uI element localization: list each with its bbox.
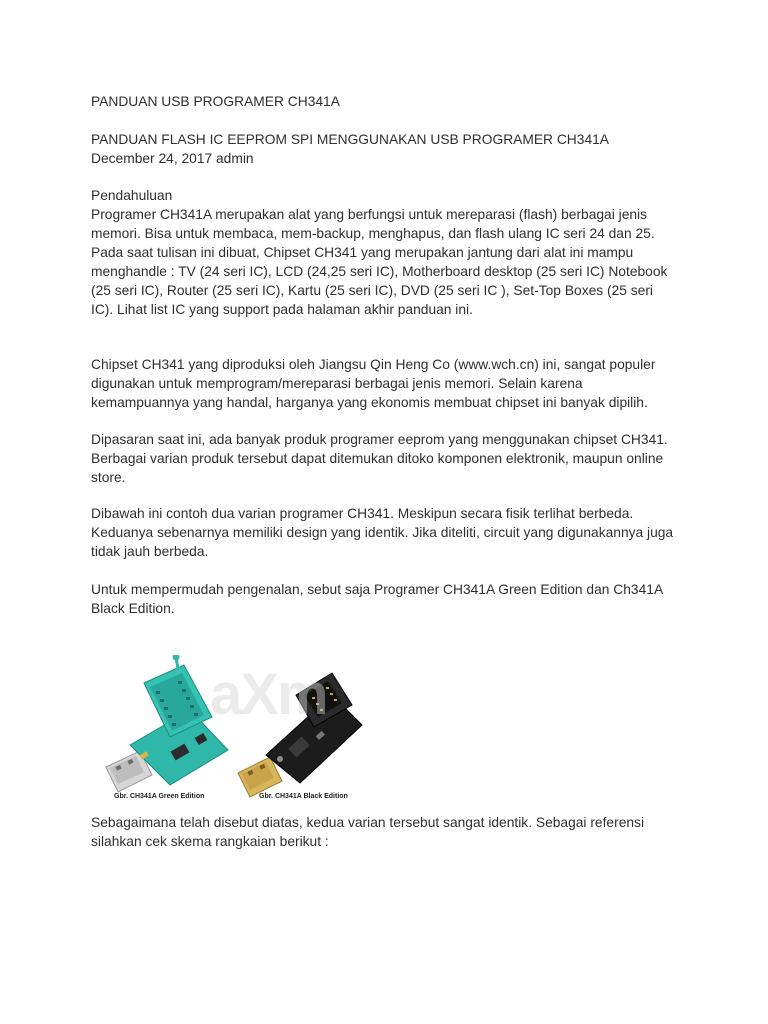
image-watermark: aXm xyxy=(210,662,327,727)
paragraph-line: Dibawah ini contoh dua varian programer CH341. Meskipun secara fisik terlihat berbeda. xyxy=(91,506,634,521)
paragraph-line: Sebagaimana telah disebut diatas, kedua varian tersebut sangat identik. Sebagai referensi xyxy=(91,815,645,830)
paragraph-line: Dipasaran saat ini, ada banyak produk programer eeprom yang menggunakan chipset CH341. xyxy=(91,432,668,447)
document-title: PANDUAN USB PROGRAMER CH341A xyxy=(91,94,340,109)
paragraph-line: silahkan cek skema rangkaian berikut : xyxy=(91,834,329,849)
paragraph-line: IC). Lihat list IC yang support pada halaman akhir panduan ini. xyxy=(91,302,473,317)
paragraph-line: Pada saat tulisan ini dibuat, Chipset CH341 yang merupakan jantung dari alat ini mampu xyxy=(91,245,634,260)
paragraph-line: store. xyxy=(91,470,126,485)
paragraph-line: Black Edition. xyxy=(91,601,175,616)
paragraph-line: Chipset CH341 yang diproduksi oleh Jiangsu Qin Heng Co (www.wch.cn) ini, sangat populer xyxy=(91,357,656,372)
paragraph-line: Berbagai varian produk tersebut dapat ditemukan ditoko komponen elektronik, maupun online xyxy=(91,451,664,466)
paragraph-line: Programer CH341A merupakan alat yang berfungsi untuk mereparasi (flash) berbagai jenis xyxy=(91,207,648,222)
article-title: PANDUAN FLASH IC EEPROM SPI MENGGUNAKAN USB PROGRAMER CH341A xyxy=(91,132,609,147)
paragraph-line: Untuk mempermudah pengenalan, sebut saja Programer CH341A Green Edition dan Ch341A xyxy=(91,582,664,597)
paragraph-line: memori. Bisa untuk membaca, mem-backup, menghapus, dan flash ulang IC seri 24 dan 25. xyxy=(91,226,655,241)
paragraph-line: Keduanya sebenarnya memiliki design yang identik. Jika diteliti, circuit yang digunakannya juga xyxy=(91,525,674,540)
paragraph-line: digunakan untuk memprogram/mereparasi berbagai jenis memori. Selain karena xyxy=(91,376,583,391)
paragraph-line: kemampuannya yang handal, harganya yang ekonomis membuat chipset ini banyak dipilih. xyxy=(91,395,648,410)
caption-green-edition: Gbr. CH341A Green Edition xyxy=(114,793,205,800)
section-heading: Pendahuluan xyxy=(91,188,173,203)
caption-black-edition: Gbr. CH341A Black Edition xyxy=(259,793,348,800)
paragraph-line: tidak jauh berbeda. xyxy=(91,544,209,559)
paragraph-line: menghandle : TV (24 seri IC), LCD (24,25 seri IC), Motherboard desktop (25 seri IC) Notebook xyxy=(91,264,668,279)
paragraph-line: (25 seri IC), Router (25 seri IC), Kartu (25 seri IC), DVD (25 seri IC ), Set-Top Boxes (25 seri xyxy=(91,283,654,298)
article-byline: December 24, 2017 admin xyxy=(91,151,254,166)
